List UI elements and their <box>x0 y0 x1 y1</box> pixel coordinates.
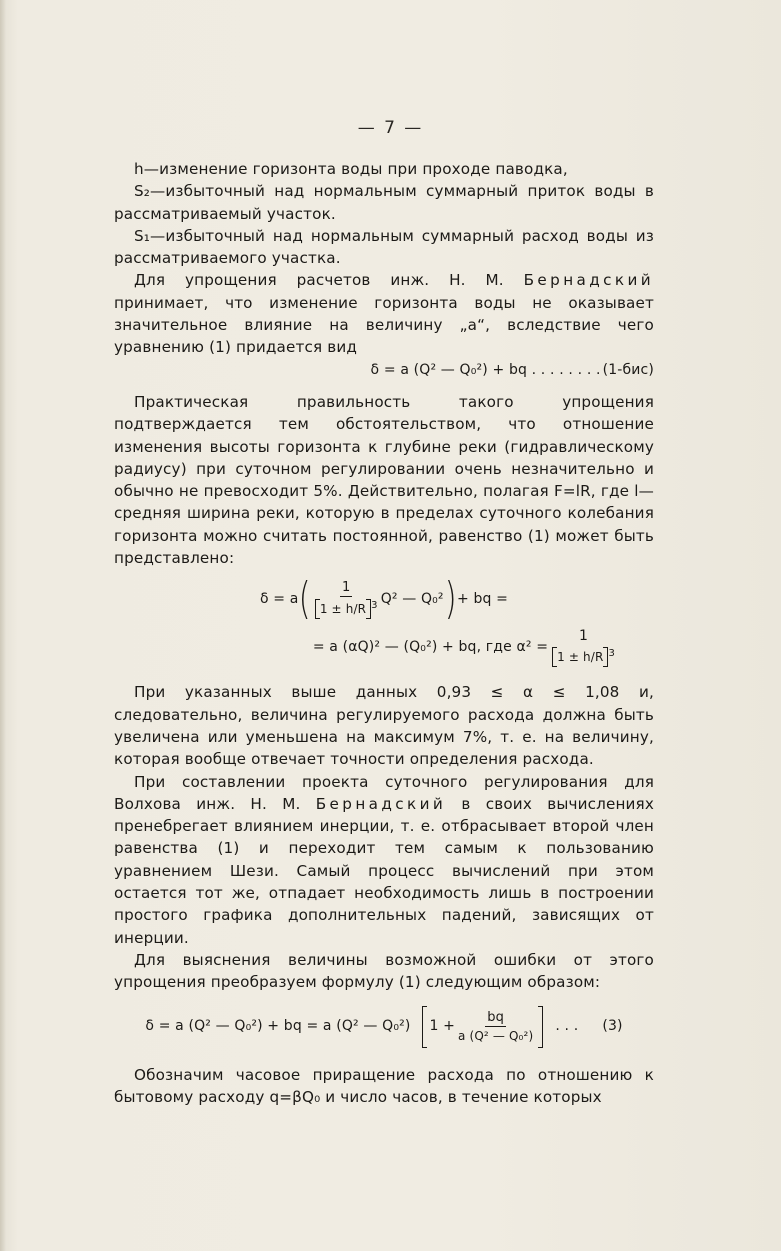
formula-3-one: 1 + <box>429 1018 456 1035</box>
formula-expanded <box>114 573 654 625</box>
alpha-bracket-term: 1 ± h/R <box>552 647 608 667</box>
paragraph-h-definition: h—изменение горизонта воды при проходе паводка, <box>134 160 568 178</box>
formula-3-fraction <box>458 1010 533 1044</box>
formula-1-bis-tag: (1-бис) <box>602 361 654 378</box>
formula-3-denominator: a (Q² — Q₀²) <box>458 1028 534 1043</box>
paragraph-s2-definition: S₂—избыточный над нормальным суммарный приток воды в рассматриваемый участок. <box>114 182 654 223</box>
formula-3 <box>114 1006 654 1048</box>
formula-3-lhs: δ = a (Q² — Q₀²) + bq = a (Q² — Q₀²) <box>145 1018 411 1035</box>
formula-3-bracket <box>422 1006 543 1048</box>
formula-3-tag: (3) <box>602 1018 623 1035</box>
alpha-fraction-numerator: 1 <box>579 628 589 645</box>
formula-expanded-fraction <box>315 580 378 619</box>
alpha-cube-exponent: 3 <box>608 648 615 660</box>
text-column <box>114 158 654 1108</box>
paragraph-volkhov-start: При составлении проекта суточного регулирования для Волхова инж. Н. М. <box>114 772 654 813</box>
right-paren: ) <box>444 573 457 625</box>
formula-expanded-rhs: + bq = <box>457 591 509 608</box>
page-number: — 7 — <box>357 118 424 138</box>
formula-alpha-fraction <box>552 627 615 667</box>
left-paren: ( <box>299 573 312 625</box>
paragraph-s1-definition: S₁—избыточный над нормальным суммарный расход воды из рассматриваемого участка. <box>114 226 654 268</box>
fraction-numerator: 1 <box>342 579 351 595</box>
fraction-denominator <box>315 597 378 619</box>
formula-3-dots: . . . <box>555 1018 579 1035</box>
formula-alpha <box>114 627 654 667</box>
paragraph-error-estimate: Для выяснения величины возможной ошибки от этого упрощения преобразуем формулу (1) следующим образом: <box>114 950 654 992</box>
formula-3-numerator: bq <box>487 1009 505 1025</box>
formula-alpha-body: = a (αQ)² — (Q₀²) + bq, где α² = <box>312 639 549 656</box>
paragraph-practical-correctness: Практическая правильность такого упрощения подтверждается тем обстоятельством, что отношение изменения высоты горизонта к глубине реки (гидравлическому радиусу) при суточном регулировании очень незначительно и обычно не превосходит 5%. Действительно, полагая F=lR, где l—средняя ширина реки, которую в пределах суточного колебания горизонта можно считать постоянной, равенство (1) может быть представлено: <box>114 392 654 568</box>
paragraph-volkhov-project <box>114 771 654 949</box>
cube-exponent: 3 <box>371 599 378 611</box>
paragraph-simplification-start: Для упрощения расчетов инж. Н. М. <box>134 271 504 290</box>
paragraph-simplification-end: принимает, что изменение горизонта воды не оказывает значительное влияние на величину „а“, вследствие чего уравнению (1) придается вид <box>114 293 654 357</box>
paragraph-hourly-increment: Обозначим часовое приращение расхода по отношению к бытовому расходу q=βQ₀ и число часов, в течение которых <box>114 1065 654 1106</box>
formula-1-bis <box>114 359 654 381</box>
paragraph-simplification <box>114 269 654 358</box>
formula-1-bis-body: δ = a (Q² — Q₀²) + bq . . . . . . . . <box>370 361 601 378</box>
bracket-term: 1 ± h/R <box>315 599 371 619</box>
formula-expanded-lhs: δ = a <box>259 591 299 608</box>
paragraph-volkhov-end: в своих вычислениях пренебрегает влиянием инерции, т. е. отбрасывает второй член равенства (1) и переходит тем самым к пользованию уравнением Шези. Самый процесс вычислений при этом остается тот же, отпадает необходимость лишь в построении простого графика дополнительных падений, зависящих от инерции. <box>114 794 654 947</box>
author-name: Бернадский <box>523 271 654 290</box>
author-name-2: Бернадский <box>315 794 447 813</box>
formula-expanded-mid: Q² — Q₀² <box>380 591 444 608</box>
alpha-fraction-denominator <box>552 645 615 667</box>
paragraph-alpha-bounds: При указанных выше данных 0,93 ≤ α ≤ 1,08 и, следовательно, величина регулируемого расхода должна быть увеличена или уменьшена на максимум 7%, т. е. на величину, которая вообще отвечает точности определения расхода. <box>114 683 654 769</box>
